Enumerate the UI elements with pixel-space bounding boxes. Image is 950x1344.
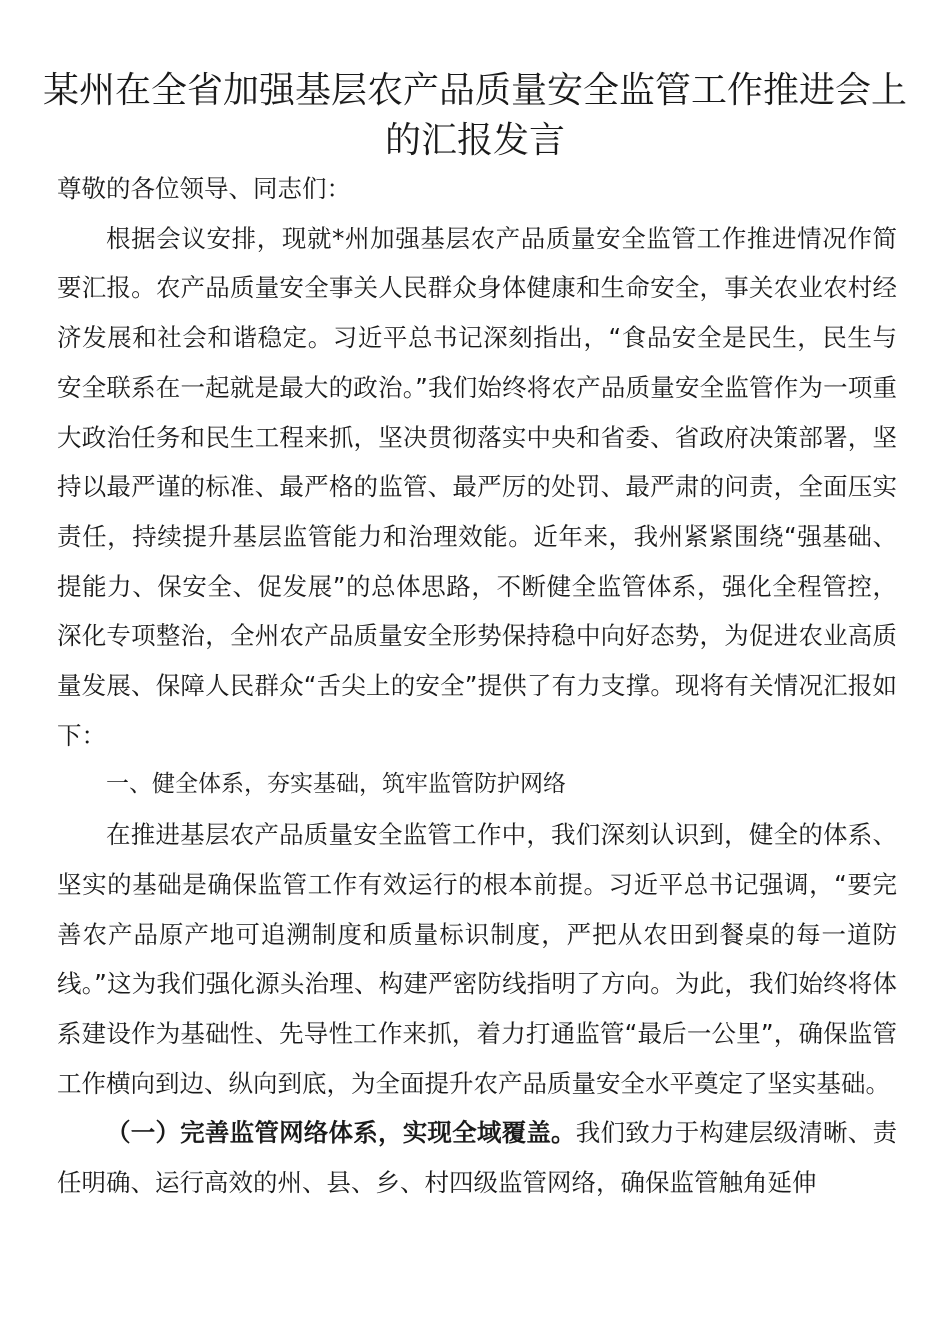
paragraph-subsection-1 (57, 1108, 897, 1207)
paragraph-section-1: 在推进基层农产品质量安全监管工作中，我们深刻认识到，健全的体系、坚实的基础是确保监管工作有效运行的根本前提。习近平总书记强调，“要完善农产品原产地可追溯制度和质量标识制度，严把从农田到餐桌的每一道防线。”这为我们强化源头治理、构建严密防线指明了方向。为此，我们始终将体系建设作为基础性、先导性工作来抓，着力打通监管“最后一公里”，确保监管工作横向到边、纵向到底，为全面提升农产品质量安全水平奠定了坚实基础。 (57, 820, 897, 1098)
section-heading-1: 一、健全体系，夯实基础，筑牢监管防护网络 (106, 771, 566, 798)
document-body (57, 164, 897, 1208)
subsection-1-label: （一）完善监管网络体系，实现全域覆盖。 (106, 1118, 576, 1148)
document-title: 某州在全省加强基层农产品质量安全监管工作推进会上的汇报发言 (42, 70, 907, 161)
subsection-1-text: 我们致力于构建层级清晰、责任明确、运行高效的州、县、乡、村四级监管网络，确保监管触角延伸 (57, 1118, 898, 1198)
salutation: 尊敬的各位领导、同志们： (57, 174, 351, 203)
paragraph-intro: 根据会议安排，现就*州加强基层农产品质量安全监管工作推进情况作简要汇报。农产品质量安全事关人民群众身体健康和生命安全，事关农业农村经济发展和社会和谐稳定。习近平总书记深刻指出，“食品安全是民生，民生与安全联系在一起就是最大的政治。”我们始终将农产品质量安全监管作为一项重大政治任务和民生工程来抓，坚决贯彻落实中央和省委、省政府决策部署，坚持以最严谨的标准、最严格的监管、最严厉的处罚、最严肃的问责，全面压实责任，持续提升基层监管能力和治理效能。近年来，我州紧紧围绕“强基础、提能力、保安全、促发展”的总体思路，不断健全监管体系，强化全程管控，深化专项整治，全州农产品质量安全形势保持稳中向好态势，为促进农业高质量发展、保障人民群众“舌尖上的安全”提供了有力支撑。现将有关情况汇报如下： (57, 223, 897, 750)
